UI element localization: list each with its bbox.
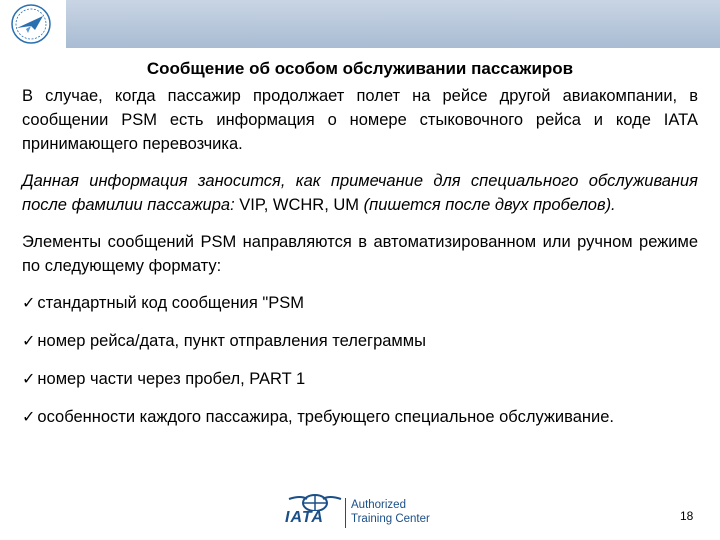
list-item-text: номер части через пробел, PART 1 [37, 370, 306, 388]
list-item [22, 405, 698, 430]
list-item-text: стандартный код сообщения "PSM [37, 294, 304, 312]
paragraph-format-intro: Элементы сообщений PSM направляются в автоматизированном или ручном режиме по следующему формату: [22, 233, 698, 275]
list-item [22, 291, 698, 316]
company-logo [0, 0, 62, 48]
body-content [22, 84, 698, 430]
list-item-text: особенности каждого пассажира, требующего специальное обслуживание. [37, 408, 614, 426]
atc-line-1: Authorized [351, 499, 406, 511]
checkmark-icon: ✓ [22, 333, 36, 350]
remark-italic-note: (пишется после двух пробелов). [363, 196, 616, 214]
list-item-text: номер рейса/дата, пункт отправления телеграммы [37, 332, 426, 350]
airline-emblem-icon [6, 2, 56, 46]
checkmark-icon: ✓ [22, 409, 36, 426]
checkmark-icon: ✓ [22, 371, 36, 388]
page-number: 18 [680, 509, 694, 523]
checkmark-icon: ✓ [22, 295, 36, 312]
iata-wordmark: IATA [285, 509, 324, 526]
authorized-training-center-text [351, 498, 430, 526]
remark-codes: VIP, WCHR, UM [234, 196, 364, 214]
remark-italic-text: Данная информация заносится, как примечание для специального обслуживания после фамилии пассажира: [22, 172, 698, 214]
list-item [22, 367, 698, 392]
atc-line-2: Training Center [351, 513, 430, 525]
paragraph-remark-info [22, 169, 698, 217]
header-bar [66, 0, 720, 48]
iata-training-center-logo [283, 489, 433, 533]
page-title: Сообщение об особом обслуживании пассажиров [146, 59, 574, 78]
list-item [22, 329, 698, 354]
logo-divider [345, 498, 346, 528]
iata-globe-icon [287, 489, 343, 511]
paragraph-connecting-flight: В случае, когда пассажир продолжает полет на рейсе другой авиакомпании, в сообщении PSM есть информация о номере стыковочного рейса и коде IATA принимающего перевозчика. [22, 87, 698, 153]
